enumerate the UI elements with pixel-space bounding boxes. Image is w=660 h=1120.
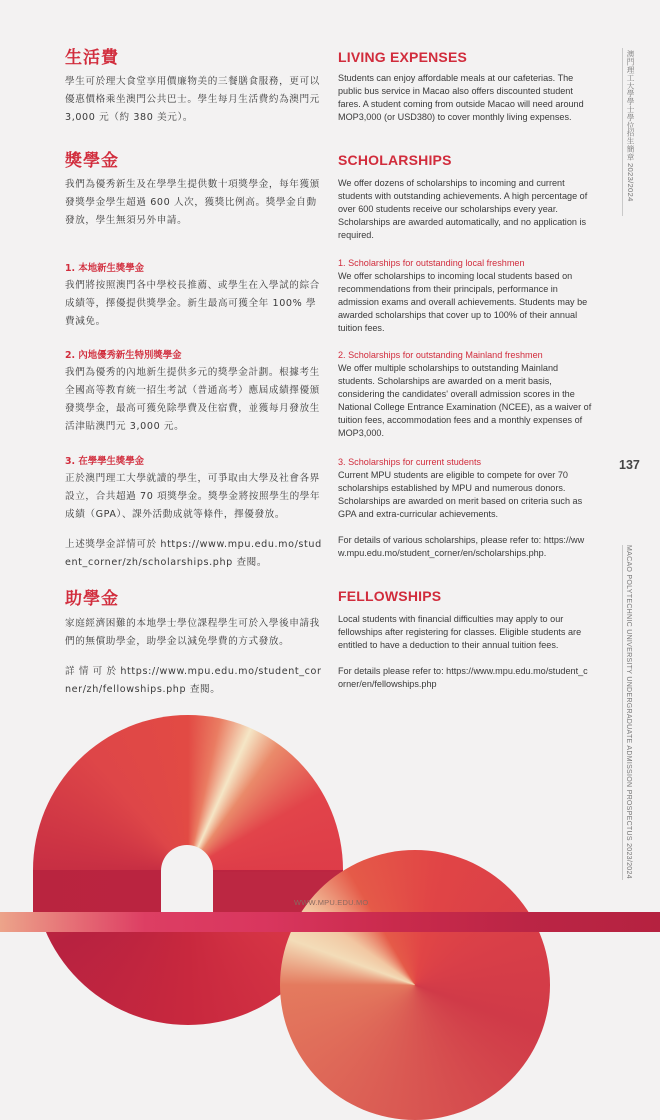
en-item-1-body: We offer scholarships to incoming local students based on recommendations from their principals, performance in admission exams and overall achievements. Students may be awarded scholarships that cover up to 100% of their annual tuition fees.	[338, 271, 588, 333]
zh-item-1-body: 我們將按照澳門各中學校長推薦、或學生在入學試的綜合成績等，擇優提供獎學金。新生最高可獲全年 100% 學費減免。	[65, 280, 320, 327]
zh-fellowships-title: 助學金	[65, 589, 119, 609]
zh-fellowships-details-link[interactable]: 詳 情 可 於 https://www.mpu.edu.mo/student_corner/zh/fellowships.php 查閱。	[65, 666, 322, 695]
en-fellowships-details-link[interactable]: For details please refer to: https://www.mpu.edu.mo/student_corner/en/fellowships.php	[338, 666, 588, 689]
en-living-title: LIVING EXPENSES	[338, 49, 468, 65]
zh-scholarship-item-1	[65, 262, 323, 331]
zh-item-3-title: 3. 在學學生獎學金	[65, 456, 144, 467]
zh-living-title: 生活費	[65, 48, 119, 68]
en-fellowships-title: FELLOWSHIPS	[338, 588, 442, 604]
zh-scholarships-details-link[interactable]: 上述獎學金詳情可於 https://www.mpu.edu.mo/student_corner/zh/scholarships.php 查閱。	[65, 539, 322, 568]
bottom-gradient-stripe	[0, 912, 660, 932]
page-number: 137	[619, 458, 640, 472]
zh-fellowships-section	[65, 588, 323, 699]
side-rule-bottom	[622, 545, 623, 880]
decorative-arch-small	[280, 850, 550, 1120]
zh-scholarship-item-3	[65, 455, 323, 572]
en-item-3-body: Current MPU students are eligible to compete for over 70 scholarships established by MPU and numerous donors. Scholarships are awarded on merit based on criteria such as GPA and extra-curricular achievements.	[338, 470, 583, 519]
en-fellowships-body: Local students with financial difficulties may apply to our fellowships after registering for classes. Eligible students are entitled to have a deduction to their annual tuition fees.	[338, 614, 582, 650]
zh-fellowships-body: 家庭經濟困難的本地學士學位課程學生可於入學後申請我們的無償助學金，助學金以減免學費的方式發放。	[65, 618, 320, 647]
side-title-en: MACAO POLYTECHNIC UNIVERSITY UNDERGRADUATE ADMISSION PROSPECTUS 2023/2024	[625, 545, 632, 879]
zh-living-section	[65, 47, 323, 127]
en-item-1-title: 1. Scholarships for outstanding local freshmen	[338, 258, 525, 268]
zh-scholarships-title: 獎學金	[65, 151, 119, 171]
en-scholarship-item-2	[338, 349, 592, 440]
en-scholarships-section	[338, 151, 592, 242]
zh-item-1-title: 1. 本地新生獎學金	[65, 263, 144, 274]
zh-living-body: 學生可於理大食堂享用價廉物美的三餐膳食服務，更可以優惠價格乘坐澳門公共巴士。學生每月生活費約為澳門元 3,000 元（約 380 美元）。	[65, 76, 320, 123]
en-scholarship-item-3	[338, 456, 592, 560]
en-item-3-title: 3. Scholarships for current students	[338, 457, 482, 467]
en-item-2-body: We offer multiple scholarships to outstanding Mainland students. Scholarships are awarded on a merit basis, considering the candidates' overall admission scores in the National College Entrance Examination (NCEE), as a waiver of tuition fees, accommodation fees and a monthly expenses of MOP3,000.	[338, 363, 592, 438]
en-scholarship-item-1	[338, 257, 592, 335]
en-fellowships-section	[338, 587, 592, 691]
side-rule-top	[622, 48, 623, 216]
zh-item-3-body: 正於澳門理工大學就讀的學生，可爭取由大學及社會各界設立，合共超過 70 項獎學金。獎學金將按照學生的學年成績（GPA）、課外活動成就等條件，擇優發放。	[65, 473, 321, 520]
zh-item-2-title: 2. 內地優秀新生特別獎學金	[65, 350, 182, 361]
zh-scholarship-item-2	[65, 349, 323, 436]
en-scholarships-title: SCHOLARSHIPS	[338, 152, 452, 168]
en-item-2-title: 2. Scholarships for outstanding Mainland freshmen	[338, 350, 543, 360]
en-scholarships-details-link[interactable]: For details of various scholarships, please refer to: https://www.mpu.edu.mo/student_corner/en/scholarships.php.	[338, 535, 585, 558]
en-scholarships-body: We offer dozens of scholarships to incoming and current students with outstanding achievements. A high percentage of over 600 students receive our scholarships every year. Scholarships are awarded automatically, and no application is required.	[338, 178, 588, 240]
en-living-section	[338, 48, 592, 124]
zh-scholarships-body: 我們為優秀新生及在學學生提供數十項獎學金，每年獲頒發獎學金學生超過 600 人次，獲獎比例高。獎學金自動發放，學生無須另外申請。	[65, 179, 320, 226]
zh-scholarships-section	[65, 150, 323, 230]
website-url[interactable]: WWW.MPU.EDU.MO	[294, 898, 369, 907]
side-title-zh: 澳門理工大學學士學位招生簡章 2023/2024	[626, 50, 635, 202]
en-living-body: Students can enjoy affordable meals at our cafeterias. The public bus service in Macao also offers discounted student fares. A student coming from outside Macao will need around MOP3,000 (or USD380) to cover monthly living expenses.	[338, 73, 584, 122]
zh-item-2-body: 我們為優秀的內地新生提供多元的獎學金計劃。根據考生全國高等教育統一招生考試（普通高考）應屆成績擇優頒發獎學金，最高可獲免除學費及住宿費，並獲每月發放生活津貼澳門元 3,000 元。	[65, 367, 320, 432]
